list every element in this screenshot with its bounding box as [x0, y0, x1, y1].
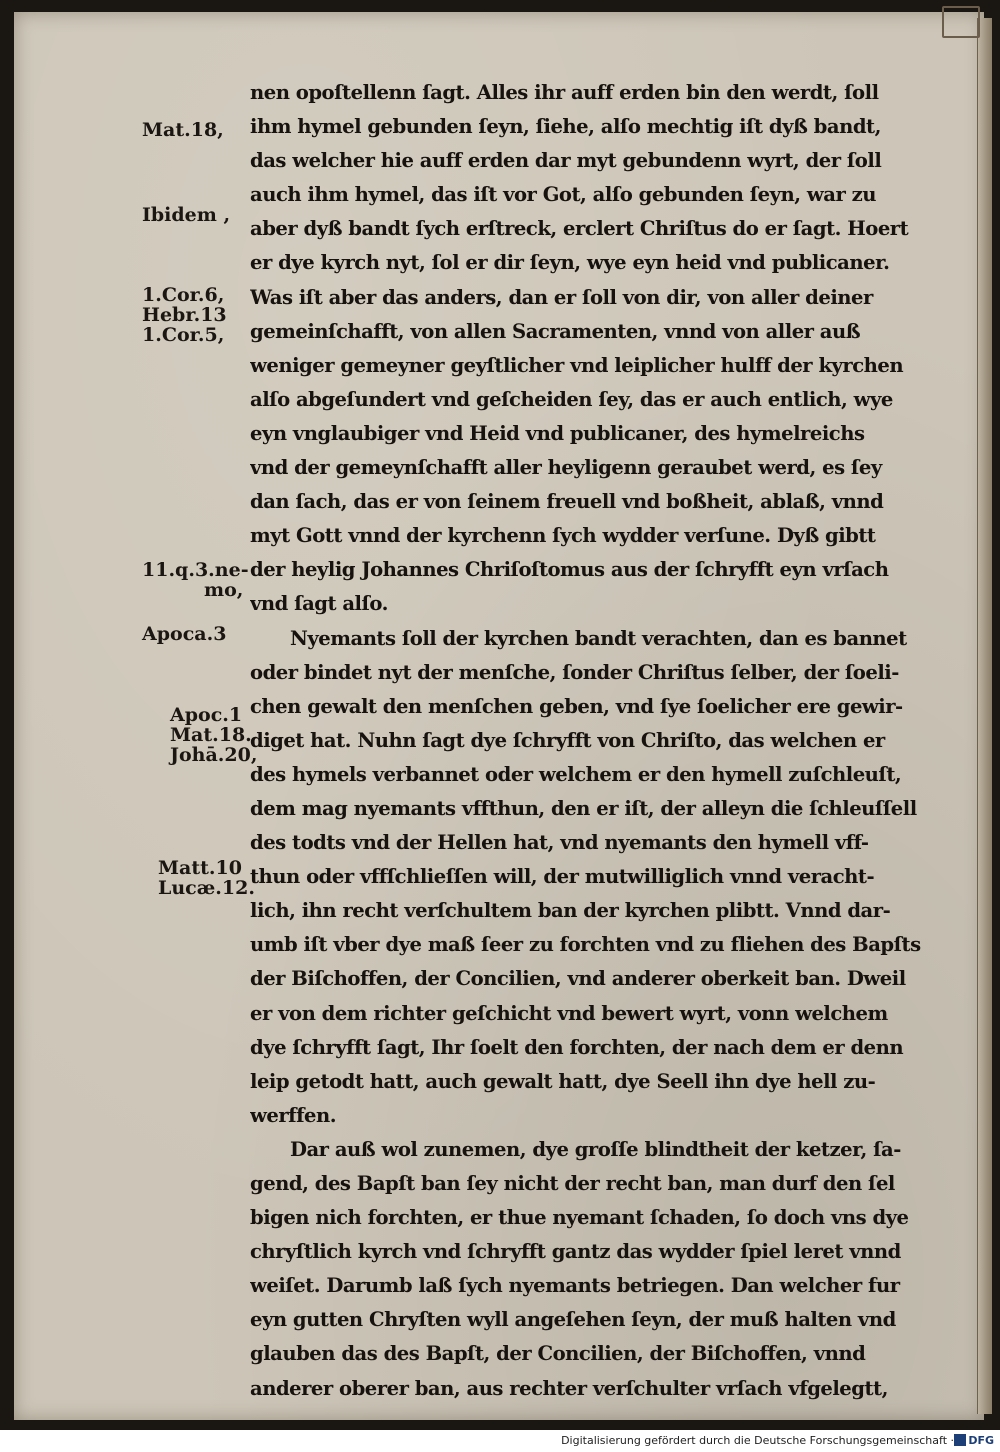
text-line: dye ſchryfft ſagt, Ihr ſoelt den forchten, der nach dem er denn: [250, 1035, 904, 1059]
text-line: des todts vnd der Hellen hat, vnd nyemants den hymell vff-: [250, 831, 869, 855]
text-line: der heylig Johannes Chriſoſtomus aus der ſchryfft eyn vrſach: [250, 558, 889, 582]
text-line: dem mag nyemants vffthun, den er iſt, der alleyn die ſchleuſſell: [250, 796, 917, 820]
text-line: vnd der gemeynſchafft aller heyligenn geraubet werd, es ſey: [250, 456, 882, 480]
marginal-note-text: Hebr.13: [142, 304, 227, 326]
marginal-note-text: Apoc.1: [170, 704, 243, 726]
marginal-note: [142, 120, 260, 140]
text-line: glauben das des Bapſt, der Concilien, der Biſchoffen, vnnd: [250, 1342, 866, 1366]
text-line: alſo abgeſundert vnd geſcheiden ſey, das er auch entlich, wye: [250, 387, 893, 411]
text-line: Dar auß wol zunemen, dye groſſe blindtheit der ketzer, ſa-: [290, 1137, 901, 1161]
marginal-note-text: 1.Cor.5,: [142, 324, 225, 346]
text-line: anderer oberer ban, aus rechter verſchulter vrſach vfgelegtt,: [250, 1376, 888, 1400]
funding-credit: Digitalisierung gefördert durch die Deutsche Forschungsgemeinschaft ·: [561, 1434, 954, 1447]
text-line: dan ſach, das er von ſeinem freuell vnd boßheit, ablaß, vnnd: [250, 490, 884, 514]
dfg-logo-icon: [954, 1434, 966, 1446]
text-line: eyn vnglaubiger vnd Heid vnd publicaner, des hymelreichs: [250, 421, 865, 445]
marginal-note-text: Lucæ.12.: [158, 877, 255, 899]
text-line: umb iſt vber dye maß ſeer zu forchten vnd zu fliehen des Bapſts: [250, 933, 921, 957]
text-line: gemeinſchafft, von allen Sacramenten, vnnd von aller auß: [250, 319, 861, 343]
main-text: [250, 76, 950, 1406]
text-line: chryſtlich kyrch vnd ſchryfft gantz das wydder ſpiel leret vnnd: [250, 1240, 901, 1264]
text-line: Nyemants ſoll der kyrchen bandt verachten, dan es bannet: [290, 626, 907, 650]
text-line: der Biſchoffen, der Concilien, vnd anderer oberkeit ban. Dweil: [250, 967, 906, 991]
text-line: auch ihm hymel, das iſt vor Got, alſo gebunden ſeyn, war zu: [250, 183, 876, 207]
text-line: ihm hymel gebunden ſeyn, ſiehe, alſo mechtig iſt dyß bandt,: [250, 115, 881, 139]
page-edge: [977, 18, 992, 1414]
text-line: er von dem richter geſchicht vnd bewert wyrt, vonn welchem: [250, 1001, 888, 1025]
text-line: das welcher hie auff erden dar myt gebundenn wyrt, der ſoll: [250, 149, 882, 173]
text-line: chen gewalt den menſchen geben, vnd ſye ſoelicher ere gewir-: [250, 694, 903, 718]
marginal-note-text: Ibidem ,: [142, 204, 231, 226]
marginal-note-group: [142, 285, 260, 345]
text-line: bigen nich forchten, er thue nyemant ſchaden, ſo doch vns dye: [250, 1206, 909, 1230]
text-line: leip getodt hatt, auch gewalt hatt, dye Seell ihn dye hell zu-: [250, 1069, 876, 1093]
text-line: myt Gott vnnd der kyrchenn ſych wydder verſune. Dyß gibtt: [250, 524, 876, 548]
marginal-note-text: Johā.20,: [170, 744, 258, 766]
text-line: er dye kyrch nyt, ſol er dir ſeyn, wye eyn heid vnd publicaner.: [250, 251, 890, 275]
text-line: eyn gutten Chryſten wyll angeſehen ſeyn, der muß halten vnd: [250, 1308, 896, 1332]
text-line: weiſet. Darumb laß ſych nyemants betriegen. Dan welcher fur: [250, 1274, 900, 1298]
text-line: vnd ſagt alſo.: [250, 592, 388, 616]
marginal-note-text: Matt.10: [158, 857, 242, 879]
text-line: des hymels verbannet oder welchem er den hymell zuſchleuſt,: [250, 762, 902, 786]
text-line: lich, ihn recht verſchultem ban der kyrchen plibtt. Vnnd dar-: [250, 899, 891, 923]
text-line: gend, des Bapſt ban ſey nicht der recht ban, man durf den ſel: [250, 1172, 895, 1195]
text-line: Was iſt aber das anders, dan er ſoll von dir, von aller deiner: [250, 285, 873, 309]
marginal-note-group: [142, 560, 260, 600]
text-line: diget hat. Nuhn ſagt dye ſchryfft von Chriſto, das welchen er: [250, 728, 885, 752]
marginal-note-text: Apoca.3: [142, 623, 227, 645]
text-line: weniger gemeyner geyſtlicher vnd leiplicher hulff der kyrchen: [250, 353, 904, 377]
dfg-logo: [954, 1433, 994, 1447]
text-line: werffen.: [250, 1103, 337, 1127]
text-line: oder bindet nyt der menſche, ſonder Chriſtus ſelber, der ſoeli-: [250, 660, 899, 684]
text-line: nen opoſtellenn ſagt. Alles ihr auff erden bin den werdt, ſoll: [250, 81, 879, 104]
footer: [0, 1430, 1000, 1452]
marginal-note-text: 1.Cor.6,: [142, 284, 225, 306]
text-line: thun oder vffſchlieſſen will, der mutwilliglich vnnd veracht-: [250, 865, 875, 889]
marginal-note-text: 11.q.3.ne-: [142, 559, 249, 581]
marginal-note-text: Mat.18,: [142, 119, 224, 141]
marginal-note-text: mo,: [204, 579, 244, 601]
marginal-note-text: Mat.18.: [170, 724, 252, 746]
dfg-logo-text: DFG: [968, 1433, 994, 1447]
scan-corner-mark: [942, 6, 980, 38]
marginal-note: [142, 624, 260, 644]
text-line: aber dyß bandt ſych erſtreck, erclert Chriſtus do er ſagt. Hoert: [250, 217, 909, 241]
marginal-note: [142, 205, 260, 225]
